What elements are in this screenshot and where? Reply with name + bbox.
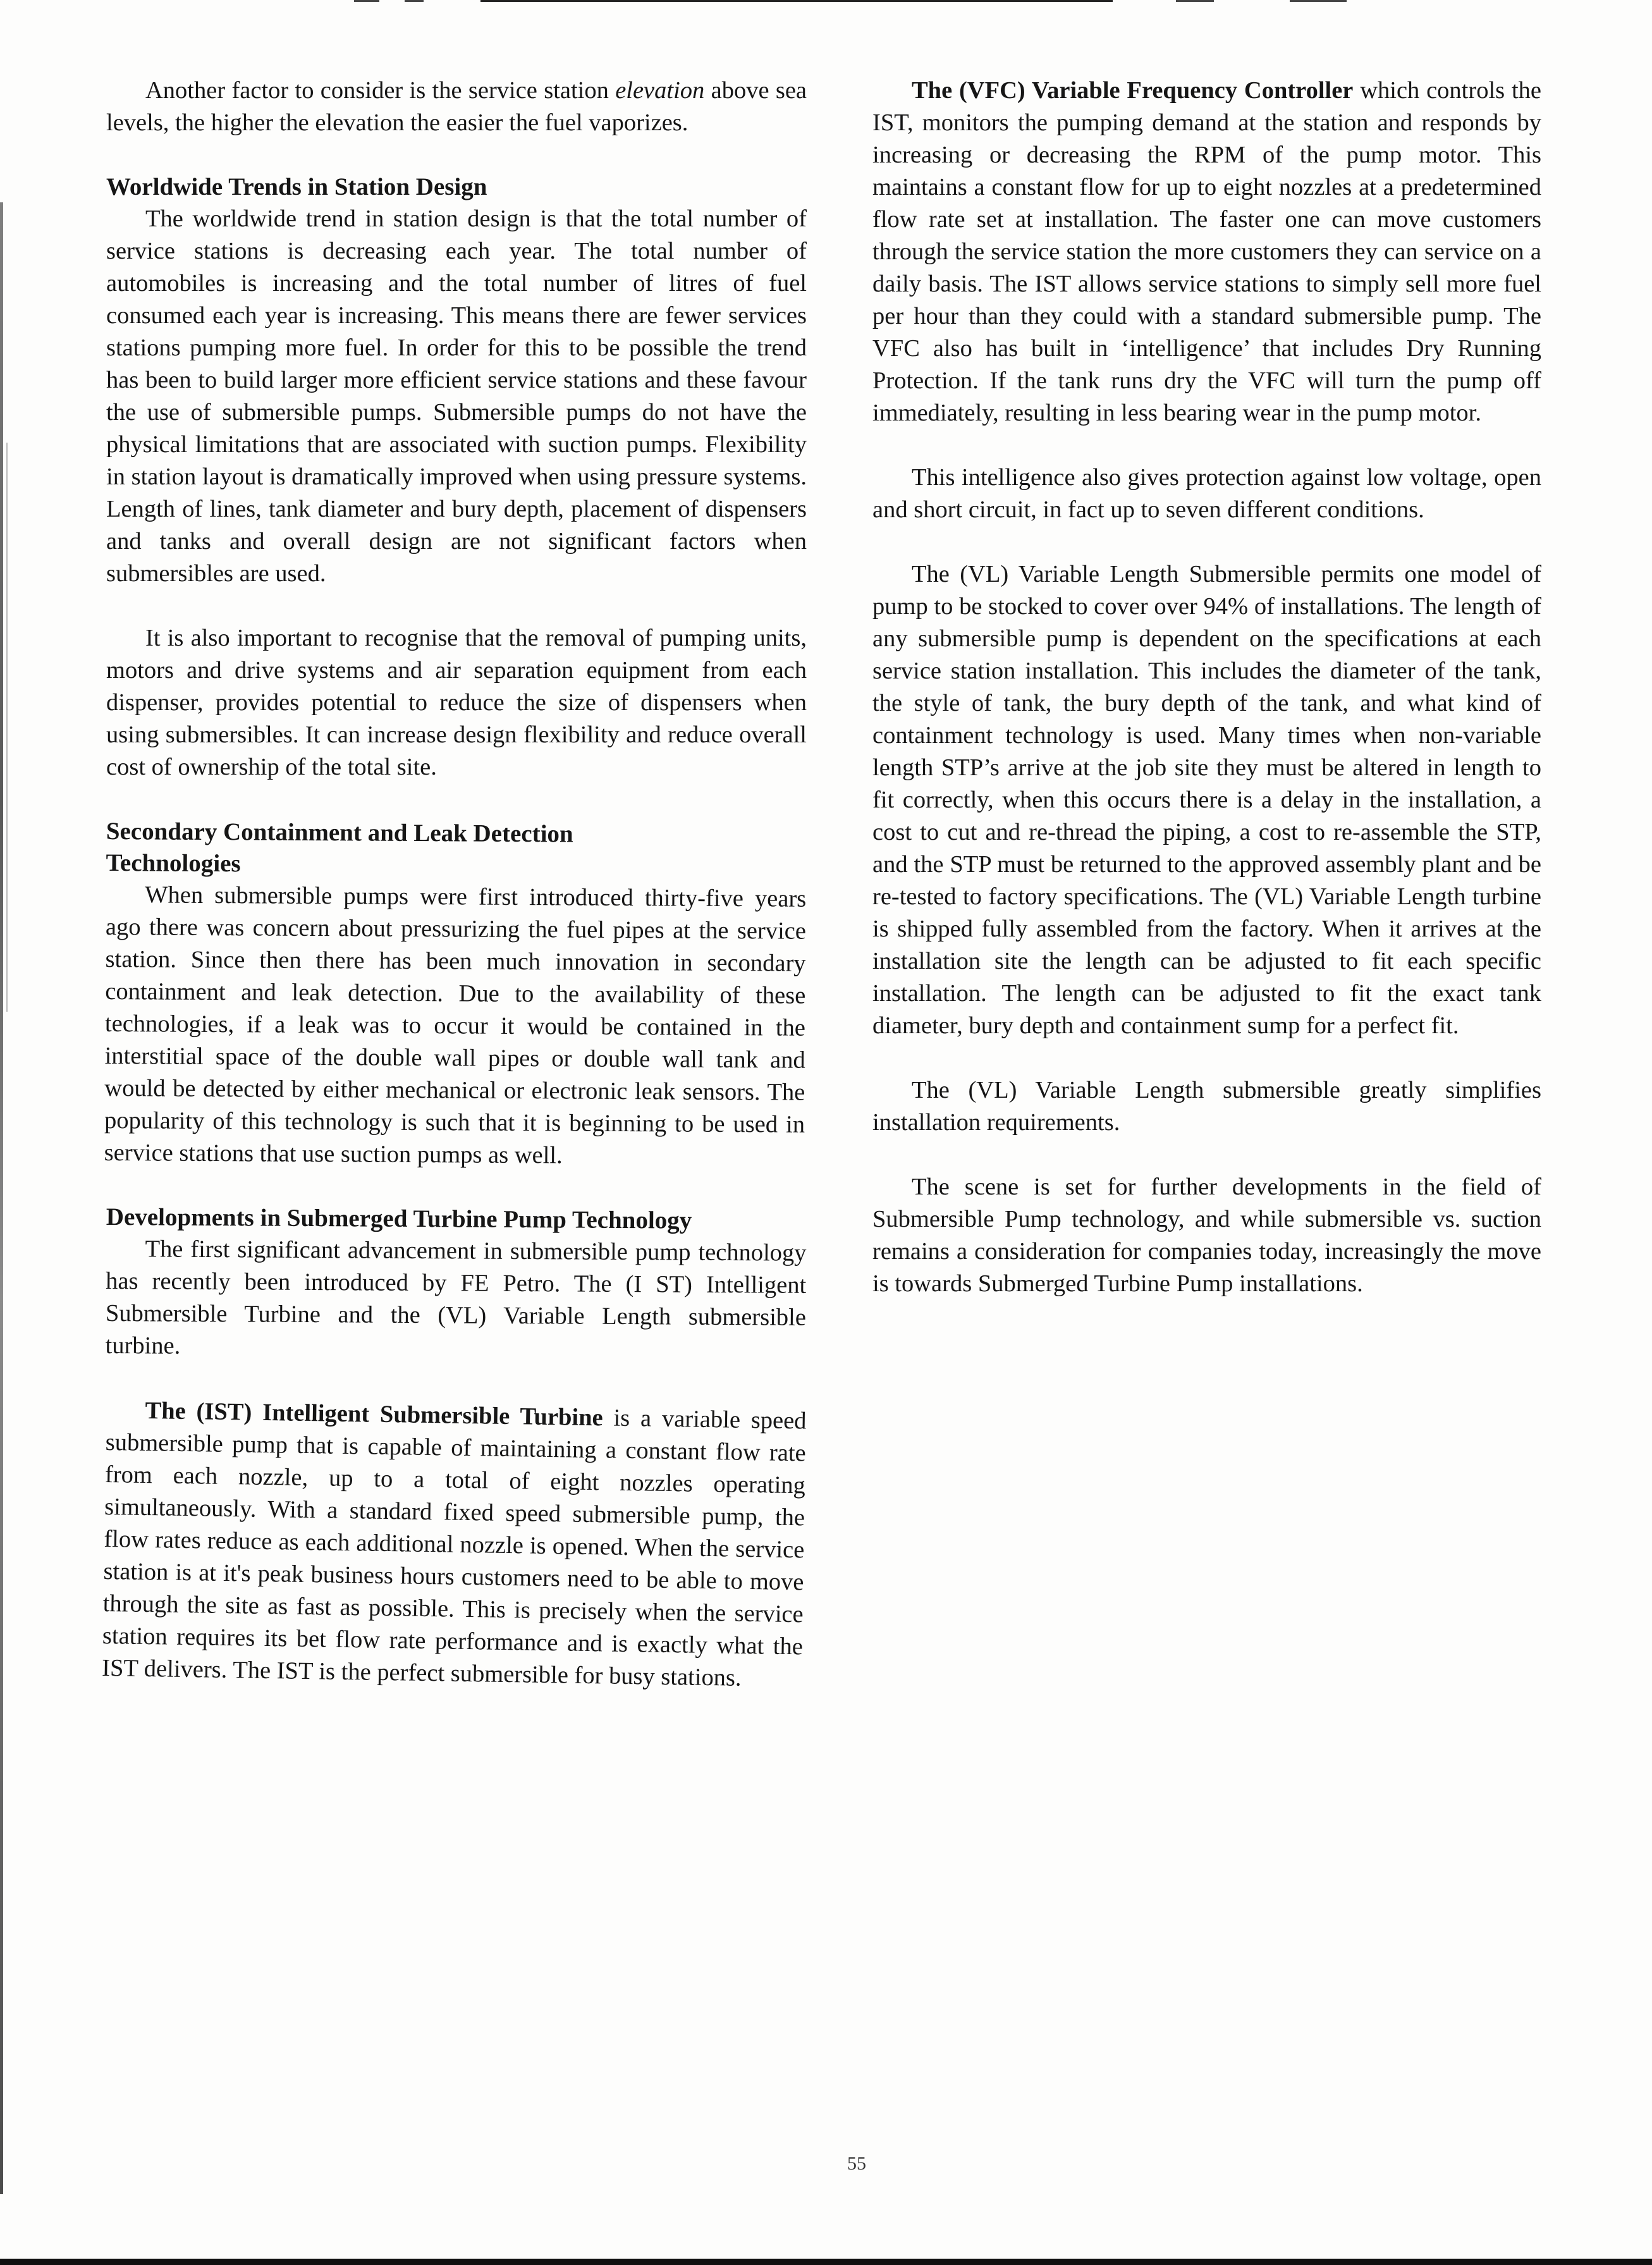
- vfc-lead: The (VFC) Variable Frequency Controller: [912, 77, 1354, 104]
- scan-artifact-left-edge: [0, 202, 3, 2194]
- intro-block: [106, 75, 807, 139]
- vl-simplifies-section: [872, 1074, 1541, 1139]
- trends-heading: Worldwide Trends in Station Design: [106, 173, 487, 200]
- trends-paragraph-1: The worldwide trend in station design is that the total number of service stations is decreasing each year. The total number of automobiles is increasing and the total number of litres of fuel consumed each year is increasing. This means there are fewer services stations pumping more fuel. In order for this to be possible the trend has been to build larger more efficient service stations and these favour the use of submersible pumps. Submersible pumps do not have the physical limitations that are associated with suction pumps. Flexibility in station layout is dramatically improved when using pressure systems. Length of lines, tank diameter and bury depth, placement of dispensers and tanks and overall design are not significant factors when submersibles are used.: [106, 206, 807, 587]
- trends-section: [106, 171, 807, 590]
- ist-paragraph: The (IST) Intelligent Submersible Turbine is a variable speed submersible pump that is capable of maintaining a constant flow rate from each nozzle, up to a total of eight nozzles operating simultaneously. With a standard fixed speed submersible pump, the flow rates reduce as each additional nozzle is opened. When the service station is at it's peak business hours customers need to be able to move through the site as fast as possible. This is precisely when the service station requires its bet flow rate performance and is exactly what the IST delivers. The IST is the perfect submersible for busy stations.: [101, 1397, 807, 1691]
- scan-artifact-top-dash: [405, 0, 424, 2]
- developments-heading: Developments in Submerged Turbine Pump Technology: [106, 1203, 692, 1234]
- containment-heading: [106, 816, 807, 883]
- ist-lead: The (IST) Intelligent Submersible Turbine: [145, 1397, 604, 1432]
- containment-heading-line-1: Secondary Containment and Leak Detection: [106, 818, 573, 848]
- scene-section: [872, 1171, 1541, 1300]
- right-column: [872, 75, 1541, 1332]
- scene-paragraph: The scene is set for further developments in the field of Submersible Pump technology, and while submersible vs. suction remains a consideration for companies today, increasingly the move is towards Submerged Turbine Pump installations.: [872, 1174, 1541, 1297]
- vl-section: [872, 558, 1541, 1042]
- ist-section: [102, 1394, 807, 1695]
- containment-section: [104, 816, 807, 1174]
- intelligence-section: [872, 462, 1541, 526]
- intelligence-paragraph: This intelligence also gives protection against low voltage, open and short circuit, in fact up to seven different conditions.: [872, 464, 1541, 523]
- scan-artifact-top-dash: [1176, 0, 1214, 2]
- vfc-paragraph: The (VFC) Variable Frequency Controller which controls the IST, monitors the pumping demand at the station and responds by increasing or decreasing the RPM of the pump motor. This maintains a constant flow for up to eight nozzles at a predetermined flow rate set at installation. The faster one can move customers through the service station the more customers they can service on a daily basis. The IST allows service stations to simply sell more fuel per hour than they could with a standard submersible pump. The VFC also has built in ‘intelligence’ that includes Dry Running Protection. If the tank runs dry the VFC will turn the pump off immediately, resulting in less bearing wear in the pump motor.: [872, 77, 1541, 426]
- page-number: 55: [847, 2153, 866, 2174]
- intro-paragraph: Another factor to consider is the service station elevation above sea levels, the higher the elevation the easier the fuel vaporizes.: [106, 77, 807, 136]
- elevation-emphasis: elevation: [615, 77, 705, 104]
- developments-paragraph: The first significant advancement in submersible pump technology has recently been introduced by FE Petro. The (I ST) Intelligent Submersible Turbine and the (VL) Variable Length submersible turbine.: [105, 1236, 807, 1360]
- containment-heading-line-2: Technologies: [106, 849, 241, 878]
- developments-section: [105, 1201, 807, 1366]
- scan-artifact-top-dash: [1290, 0, 1347, 2]
- trends-block-2: [106, 622, 807, 783]
- left-column: [101, 75, 807, 1717]
- vl-paragraph: The (VL) Variable Length Submersible permits one model of pump to be stocked to cover over 94% of installations. The length of any submersible pump is dependent on the specifications at each service station installation. This includes the diameter of the tank, the style of tank, the bury depth of the tank, and what kind of containment technology is used. Many times when non-variable length STP’s arrive at the job site they must be altered in length to fit correctly, when this occurs there is a delay in the installation, a cost to cut and re-thread the piping, a cost to re-assemble the STP, and the STP must be returned to the approved assembly plant and be re-tested to factory specifications. The (VL) Variable Length turbine is shipped fully assembled from the factory. When it arrives at the installation site the length can be adjusted to fit each specific installation. The length can be adjusted to fit the exact tank diameter, bury depth and containment sump for a perfect fit.: [872, 561, 1541, 1039]
- scan-artifact-left-edge: [6, 443, 8, 1012]
- vfc-section: [872, 75, 1541, 429]
- trends-paragraph-2: It is also important to recognise that the removal of pumping units, motors and drive systems and air separation equipment from each dispenser, provides potential to reduce the size of dispensers when using submersibles. It can increase design flexibility and reduce overall cost of ownership of the total site.: [106, 625, 807, 780]
- vl-simplifies-paragraph: The (VL) Variable Length submersible greatly simplifies installation requirements.: [872, 1077, 1541, 1136]
- scan-artifact-top-rule: [480, 0, 1113, 2]
- scan-artifact-bottom-edge: [0, 2259, 1652, 2265]
- scan-artifact-top-dash: [354, 0, 379, 2]
- containment-paragraph: When submersible pumps were first introduced thirty-five years ago there was concern about pressurizing the fuel pipes at the service station. Since then there has been much innovation in secondary containment and leak detection. Due to the availability of these technologies, if a leak was to occur it would be contained in the interstitial space of the double wall pipes or double wall tank and would be detected by either mechanical or electronic leak sensors. The popularity of this technology is such that it is beginning to be used in service stations that use suction pumps as well.: [104, 881, 807, 1169]
